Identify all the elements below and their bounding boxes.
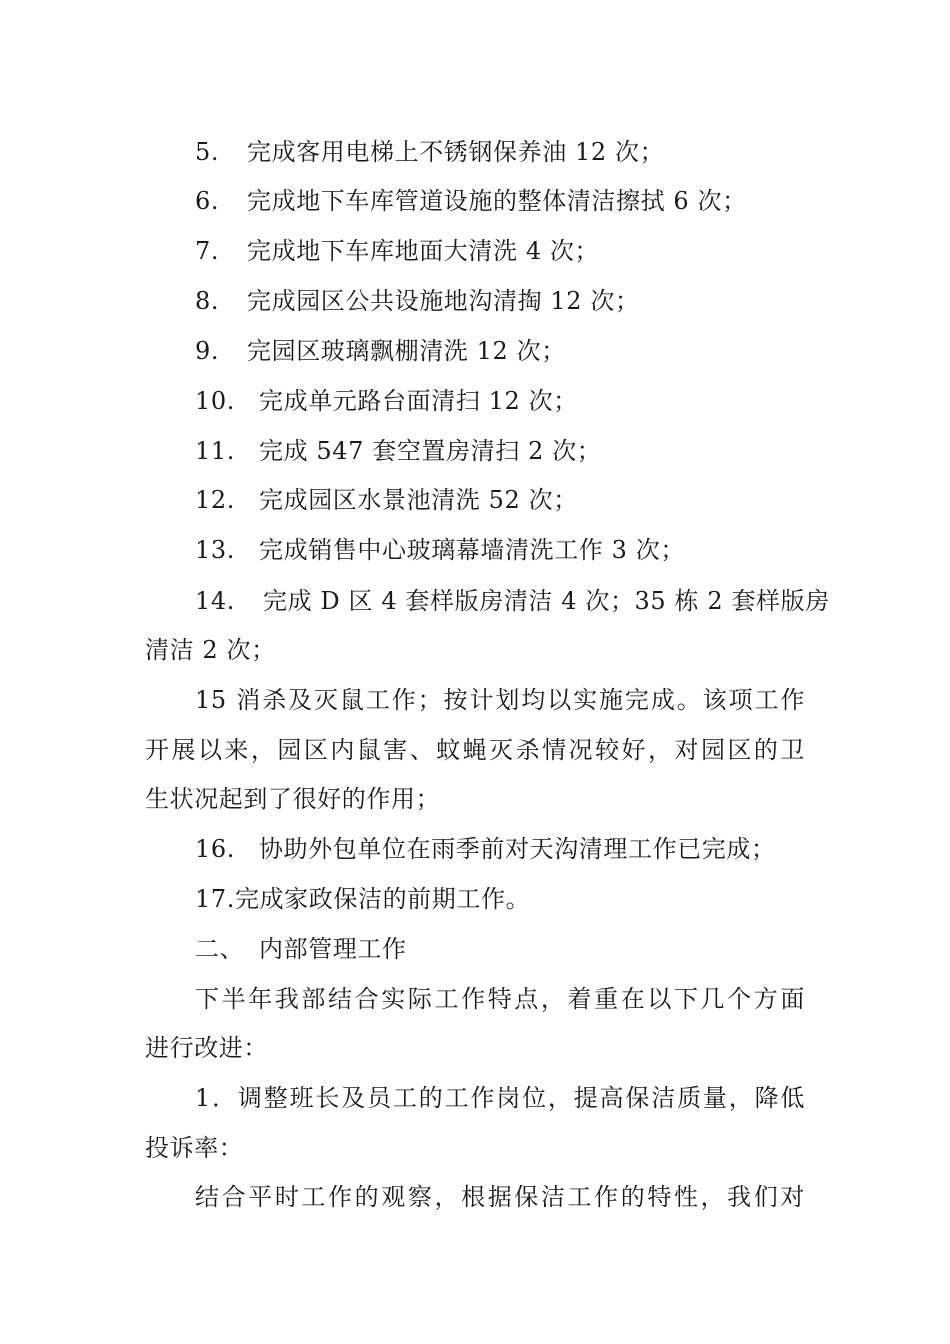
list-text: 完成单元路台面清扫 12 次； [259, 387, 578, 415]
list-text: 完园区玻璃飘棚清洗 12 次； [247, 337, 566, 365]
list-text: 完成 547 套空置房清扫 2 次； [259, 437, 602, 465]
list-number: 16. [195, 835, 235, 863]
list-item [195, 236, 599, 266]
paragraph-line: 开展以来，园区内鼠害、蚊蝇灭杀情况较好，对园区的卫 [145, 736, 805, 764]
list-item [195, 386, 578, 416]
list-number: 11. [195, 437, 235, 465]
list-number: 14. [195, 587, 235, 615]
paragraph-line: 下半年我部结合实际工作特点，着重在以下几个方面 [195, 985, 805, 1013]
list-number: 8. [195, 287, 220, 315]
list-item [195, 137, 664, 167]
section-title: 内部管理工作 [259, 935, 407, 963]
list-text: 完成地下车库地面大清洗 4 次； [247, 237, 600, 265]
list-item [195, 186, 747, 216]
paragraph-line: 投诉率： [145, 1134, 244, 1162]
list-item [195, 485, 578, 515]
list-number: 7. [195, 237, 220, 265]
paragraph-line: 清洁 2 次； [145, 636, 276, 664]
list-text: 完成 D 区 4 套样版房清洁 4 次；35 栋 2 套样版房 [263, 587, 830, 615]
list-text: 完成园区公共设施地沟清掏 12 次； [247, 287, 640, 315]
paragraph-line: 17.完成家政保洁的前期工作。 [195, 885, 531, 913]
list-text: 完成销售中心玻璃幕墙清洗工作 3 次； [259, 536, 685, 564]
list-number: 13. [195, 536, 235, 564]
list-text: 协助外包单位在雨季前对天沟清理工作已完成； [259, 835, 776, 863]
list-item [195, 436, 601, 466]
list-item [195, 286, 640, 316]
list-item [195, 834, 776, 864]
section-heading [195, 934, 407, 964]
list-number: 5. [195, 138, 220, 166]
paragraph-line: 结合平时工作的观察，根据保洁工作的特性，我们对 [195, 1183, 805, 1211]
paragraph-line: 生状况起到了很好的作用； [145, 785, 441, 813]
list-text: 完成地下车库管道设施的整体清洁擦拭 6 次； [247, 187, 747, 215]
paragraph-line: 进行改进： [145, 1034, 268, 1062]
list-text: 完成客用电梯上不锈钢保养油 12 次； [247, 138, 665, 166]
list-number: 10. [195, 387, 235, 415]
paragraph-line: 15 消杀及灭鼠工作；按计划均以实施完成。该项工作 [195, 686, 805, 714]
list-item [195, 535, 685, 565]
list-text: 完成园区水景池清洗 52 次； [259, 486, 578, 514]
list-number: 6. [195, 187, 220, 215]
paragraph-line: 1．调整班长及员工的工作岗位，提高保洁质量，降低 [195, 1084, 805, 1112]
list-number: 9. [195, 337, 220, 365]
list-item [195, 586, 830, 616]
list-item [195, 336, 566, 366]
list-number: 12. [195, 486, 235, 514]
section-number: 二、 [195, 935, 245, 963]
